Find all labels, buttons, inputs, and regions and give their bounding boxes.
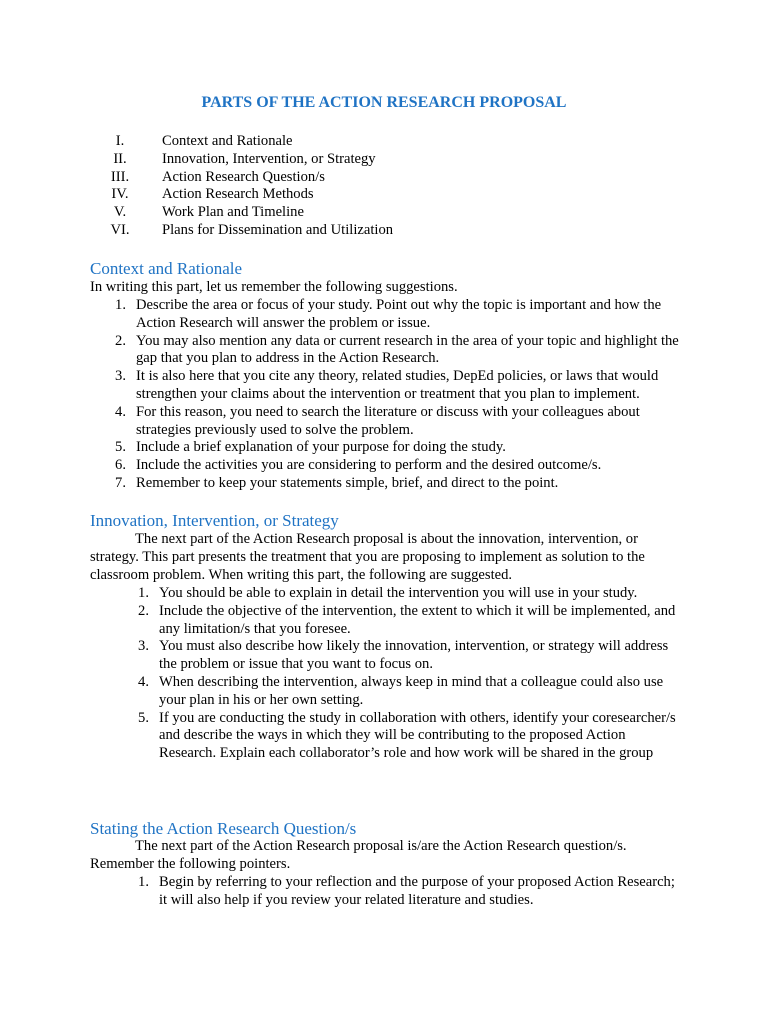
list-item xyxy=(133,874,680,910)
list-text: For this reason, you need to search the literature or discuss with your colleagues about strategies previously used to solve the problem. xyxy=(136,403,640,438)
list-item xyxy=(110,333,680,369)
toc-item xyxy=(100,133,393,151)
list-text: If you are conducting the study in collaboration with others, identify your coresearcher/s and describe the ways in which they will be contributing to the proposed Action Research. Explain each collaborator’s role and how work will be shared in the group xyxy=(159,709,676,762)
list-text: When describing the intervention, always keep in mind that a colleague could also use your plan in his or her own setting. xyxy=(159,673,664,708)
list-item xyxy=(110,297,680,333)
list-text: It is also here that you cite any theory, related studies, DepEd policies, or laws that would strengthen your claims about the intervention or treatment that you plan to implement. xyxy=(136,368,659,402)
toc-item xyxy=(100,151,393,169)
questions-pointers-list xyxy=(133,874,680,910)
toc-text: Context and Rationale xyxy=(162,133,293,149)
toc-text: Plans for Dissemination and Utilization xyxy=(162,221,394,238)
list-item xyxy=(133,674,680,710)
innovation-suggestions-list xyxy=(133,585,680,763)
list-number: 1. xyxy=(138,585,149,601)
list-text: You may also mention any data or current research in the area of your topic and highlight the gap that you plan to address in the Action Research. xyxy=(136,332,679,367)
toc-text: Action Research Methods xyxy=(162,186,314,203)
list-text: Include the activities you are considering to perform and the desired outcome/s. xyxy=(136,457,602,474)
list-number: 7. xyxy=(115,474,126,491)
toc-number: II. xyxy=(113,150,127,167)
page-title: PARTS OF THE ACTION RESEARCH PROPOSAL xyxy=(201,94,567,111)
list-number: 2. xyxy=(115,332,126,349)
list-number: 5. xyxy=(115,439,126,456)
list-text: Remember to keep your statements simple, brief, and direct to the point. xyxy=(136,474,559,491)
list-number: 4. xyxy=(115,403,126,420)
list-text: You should be able to explain in detail the intervention you will use in your study. xyxy=(159,585,638,601)
toc-item xyxy=(100,204,393,222)
toc-item xyxy=(100,222,393,240)
section-intro-questions: The next part of the Action Research proposal is/are the Action Research question/s. Remember the following pointers. xyxy=(90,838,627,872)
list-number: 1. xyxy=(138,874,149,890)
list-number: 2. xyxy=(138,602,149,619)
section-heading-questions: Stating the Action Research Question/s xyxy=(90,819,357,838)
toc-number: V. xyxy=(113,204,127,221)
toc-text: Work Plan and Timeline xyxy=(162,204,304,221)
list-text: Include the objective of the intervention, the extent to which it will be implemented, and any limitation/s that you foresee. xyxy=(159,602,676,637)
list-item xyxy=(133,603,680,639)
list-item xyxy=(110,404,680,440)
list-text: Begin by referring to your reflection and the purpose of your proposed Action Research; it will also help if you review your related literature and studies. xyxy=(159,874,675,908)
list-number: 3. xyxy=(138,638,149,655)
list-number: 6. xyxy=(115,457,126,474)
list-item xyxy=(110,475,680,493)
toc-item xyxy=(100,169,393,187)
toc-number: III. xyxy=(110,168,130,185)
list-item xyxy=(110,368,680,404)
context-suggestions-list xyxy=(110,297,680,493)
section-intro-context: In writing this part, let us remember the following suggestions. xyxy=(90,279,458,295)
section-heading-innovation: Innovation, Intervention, or Strategy xyxy=(90,511,339,530)
toc-item xyxy=(100,186,393,204)
list-item xyxy=(133,710,680,763)
list-text: Include a brief explanation of your purpose for doing the study. xyxy=(136,439,506,456)
toc-number: I. xyxy=(115,133,125,149)
section-intro-innovation: The next part of the Action Research proposal is about the innovation, intervention, or strategy. This part presents the treatment that you are proposing to implement as solution to the classroom problem. When writing this part, the following are suggested. xyxy=(90,531,645,583)
toc-text: Action Research Question/s xyxy=(162,168,325,185)
toc-number: VI. xyxy=(110,221,130,238)
list-item xyxy=(110,457,680,475)
list-number: 1. xyxy=(115,297,126,313)
list-item xyxy=(110,439,680,457)
toc-text: Innovation, Intervention, or Strategy xyxy=(162,150,376,167)
list-text: You must also describe how likely the innovation, intervention, or strategy will address the problem or issue that you want to focus on. xyxy=(159,638,669,673)
list-number: 5. xyxy=(138,709,149,726)
toc-number: IV. xyxy=(111,186,129,203)
list-text: Describe the area or focus of your study. Point out why the topic is important and how the Action Research will answer the problem or issue. xyxy=(136,297,662,331)
list-item xyxy=(133,585,680,603)
table-of-contents xyxy=(100,133,393,240)
section-heading-context: Context and Rationale xyxy=(90,259,243,278)
list-number: 4. xyxy=(138,673,149,690)
list-item xyxy=(133,638,680,674)
list-number: 3. xyxy=(115,368,126,385)
